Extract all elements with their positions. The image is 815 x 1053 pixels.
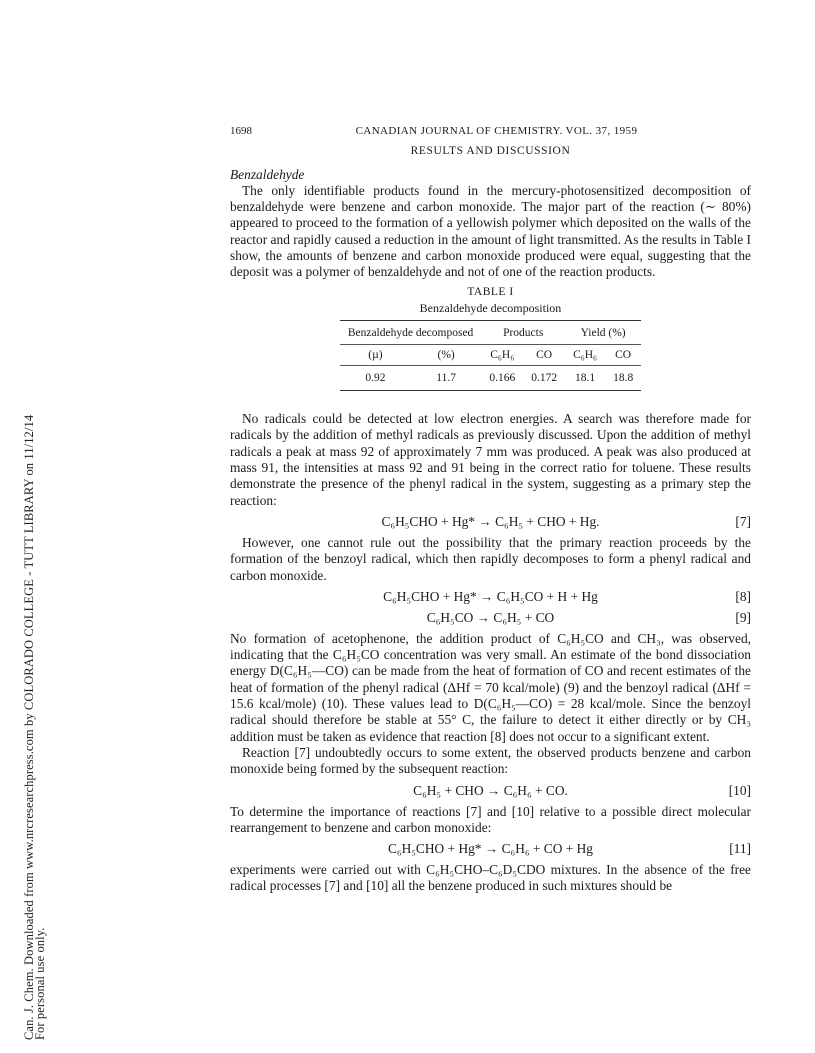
paragraph: The only identifiable products found in the mercury-photosensitized decomposition of benzaldehyde were benzene and carbon monoxide. The major part of the reaction (∼ 80%) appeared to proceed to the formation of a yellowish polymer which deposited on the walls of the reactor and rapidly caused a reduction in the amount of light transmitted. As the results in Table I show, the amounts of benzene and carbon monoxide produced were equal, suggesting that the deposit was a polymer of benzaldehyde and not of one of the reaction products.: [230, 182, 751, 280]
column-header: (µ): [340, 344, 411, 365]
column-header: C₆H₆: [565, 344, 605, 365]
table-cell: 18.1: [575, 371, 596, 384]
equation-number: [7]: [735, 513, 751, 529]
download-notice: Can. J. Chem. Downloaded from www.nrcresearchpress.com by COLORADO COLLEGE - TUTT LIBRARY on 11/12/14: [22, 414, 36, 1040]
equation-8: [230, 589, 751, 605]
table-title: TABLE I: [467, 285, 514, 298]
equation-text: C₆H₅CHO + Hg* → C₆H₅CO + H + Hg: [383, 588, 598, 604]
equation-text: C₆H₅CO → C₆H₅ + CO: [426, 609, 555, 625]
column-header: CO: [605, 344, 641, 365]
equation-9: [230, 610, 751, 626]
subsection-title: Benzaldehyde: [230, 166, 305, 182]
column-header: CO: [523, 344, 565, 365]
equation-text: C₆H₅CHO + Hg* → C₆H₅ + CHO + Hg.: [381, 513, 600, 529]
paragraph: No radicals could be detected at low electron energies. A search was therefore made for radicals by the addition of methyl radicals as previously discussed. Upon the addition of methyl radicals a peak at mass 92 of approximately 7 mm was produced. A peak was also produced at mass 91, the intensities at mass 92 and 91 being in the correct ratio for toluene. These results demonstrate the presence of the phenyl radical in the system, suggesting as a primary step the reaction:: [230, 411, 751, 508]
table-caption: Benzaldehyde decomposition: [419, 300, 562, 315]
table-cell: 0.166: [489, 371, 516, 384]
equation-number: [11]: [729, 841, 751, 857]
equation-number: [10]: [728, 782, 751, 798]
paragraph: Reaction [7] undoubtedly occurs to some extent, the observed products benzene and carbon monoxide being formed by the subsequent reaction:: [230, 744, 751, 777]
running-header: [230, 123, 751, 139]
table-cell: 0.172: [531, 371, 558, 384]
column-group-header: Benzaldehyde decomposed: [340, 321, 482, 344]
column-group-header: Products: [481, 321, 565, 344]
paragraph: experiments were carried out with C₆H₅CHO–C₆D₅CDO mixtures. In the absence of the free radical processes [7] and [10] all the benzene produced in such mixtures should be: [230, 862, 751, 894]
table-cell: 0.92: [365, 371, 386, 384]
equation-number: [9]: [735, 609, 751, 625]
data-table: [340, 320, 641, 391]
paragraph: No formation of acetophenone, the addition product of C₆H₅CO and CH₃, was observed, indicating that the C₆H₅CO concentration was very small. An estimate of the bond dissociation energy D(C₆H₅—CO) can be made from the heat of formation of CO and recent estimates of the heat of formation of the phenyl radical (ΔHf = 70 kcal/mole) (9) and the benzoyl radical (ΔHf = 15.6 kcal/mole) (10). These values lead to D(C₆H₅—CO) = 28 kcal/mole. Since the benzoyl radical should therefore be stable at 55° C, the failure to detect it either directly or by CH₃ addition must be taken as evidence that reaction [8] does not occur to a significant extent.: [230, 630, 751, 744]
table-row: [340, 365, 641, 390]
section-title: RESULTS AND DISCUSSION: [410, 145, 571, 158]
table-cell: 18.8: [613, 371, 634, 384]
equation-text: C₆H₅ + CHO → C₆H₆ + CO.: [413, 782, 568, 798]
equation-text: C₆H₅CHO + Hg* → C₆H₆ + CO + Hg: [387, 841, 593, 857]
journal-title: CANADIAN JOURNAL OF CHEMISTRY. VOL. 37, 1959: [355, 125, 638, 137]
equation-10: [230, 783, 751, 799]
table-cell: 11.7: [436, 371, 456, 384]
column-header: C₆H₆: [481, 344, 523, 365]
paragraph: However, one cannot rule out the possibility that the primary reaction proceeds by the formation of the benzoyl radical, which then rapidly decomposes to form a phenyl radical and carbon monoxide.: [230, 534, 751, 583]
personal-use-notice: For personal use only.: [33, 927, 47, 1040]
paragraph: To determine the importance of reactions [7] and [10] relative to a possible direct molecular rearrangement to benzene and carbon monoxide:: [230, 803, 751, 835]
download-watermark: [0, 0, 47, 1053]
equation-11: [230, 841, 751, 857]
equation-number: [8]: [735, 588, 751, 604]
column-group-header: Yield (%): [565, 321, 641, 344]
journal-page: [230, 123, 751, 895]
page-number: 1698: [230, 125, 252, 137]
column-header: (%): [411, 344, 481, 365]
table-subheader-row: [340, 344, 641, 365]
equation-7: [230, 514, 751, 530]
table-header-row: [340, 321, 641, 344]
